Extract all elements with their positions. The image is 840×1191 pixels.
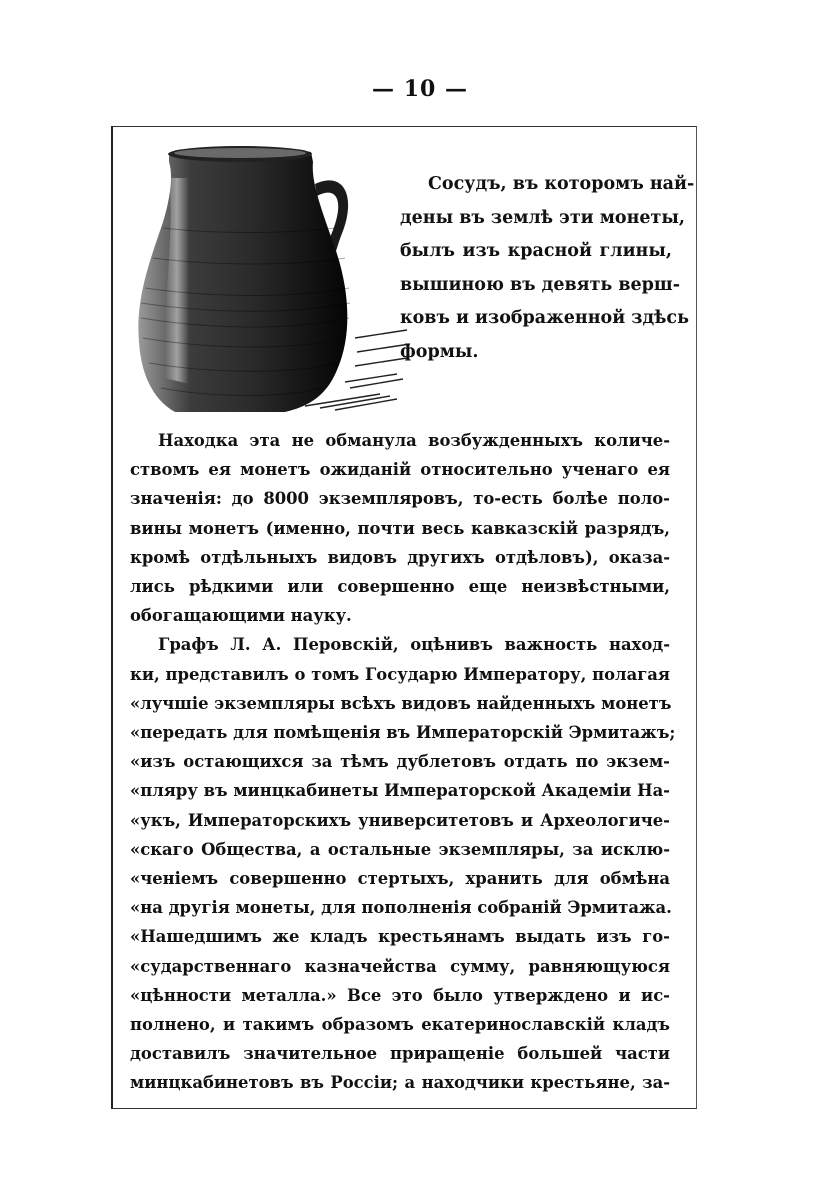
text-line: обогащающими науку. bbox=[130, 606, 352, 626]
text-line: «скаго Общества, а остальные экземпляры, за исклю- bbox=[130, 839, 670, 859]
main-text bbox=[130, 426, 676, 1098]
text-line: «сударственнаго казначейства сумму, равняющуюся bbox=[130, 956, 670, 976]
text-line: полнено, и такимъ образомъ екатеринославскій кладъ bbox=[130, 1015, 670, 1035]
text-line: значенія: до 8000 экземпляровъ, то-есть болѣе поло- bbox=[130, 489, 670, 509]
text-line: «лучшіе экземпляры всѣхъ видовъ найденныхъ монетъ bbox=[130, 693, 672, 713]
text-line: доставилъ значительное приращеніе большей части bbox=[130, 1044, 670, 1064]
paragraph-perovsky bbox=[130, 630, 676, 1097]
text-line: «передать для помѣщенія въ Императорскій Эрмитажъ; bbox=[130, 723, 676, 743]
jug-caption bbox=[400, 168, 695, 369]
text-line: ствомъ ея монетъ ожиданій относительно ученаго ея bbox=[130, 460, 670, 480]
caption-line: Сосудъ, въ которомъ най- bbox=[428, 174, 695, 194]
caption-line: формы. bbox=[400, 341, 479, 362]
caption-line: вышиною въ девять верш- bbox=[400, 274, 680, 295]
jug-illustration bbox=[135, 138, 415, 420]
caption-line: дены въ землѣ эти монеты, bbox=[400, 207, 686, 228]
text-line: «цѣнности металла.» Все это было утверждено и ис- bbox=[130, 985, 670, 1005]
text-line: «на другія монеты, для пополненія собраній Эрмитажа. bbox=[130, 898, 672, 918]
text-line: «укъ, Императорскихъ университетовъ и Археологиче- bbox=[130, 810, 670, 830]
text-line: «изъ остающихся за тѣмъ дублетовъ отдать по экзем- bbox=[130, 752, 670, 772]
text-line: Находка эта не обманула возбужденныхъ количе- bbox=[158, 431, 670, 450]
text-line: ки, представилъ о томъ Государю Императору, полагая bbox=[130, 664, 670, 684]
caption-line: былъ изъ красной глины, bbox=[400, 241, 672, 261]
text-line: кромѣ отдѣльныхъ видовъ другихъ отдѣловъ), оказа- bbox=[130, 547, 670, 567]
text-line: лись рѣдкими или совершенно еще неизвѣстными, bbox=[130, 577, 670, 597]
text-line: Графъ Л. А. Перовскій, оцѣнивъ важность наход- bbox=[158, 635, 670, 655]
page-number: — 10 — bbox=[372, 76, 468, 102]
paragraph-find bbox=[130, 426, 670, 630]
text-line: «пляру въ минцкабинеты Императорской Академіи На- bbox=[130, 781, 670, 801]
text-line: «Нашедшимъ же кладъ крестьянамъ выдать изъ го- bbox=[130, 927, 670, 947]
text-line: минцкабинетовъ въ Россіи; а находчики крестьяне, за- bbox=[130, 1073, 670, 1093]
caption-line: ковъ и изображенной здѣсь bbox=[400, 308, 689, 328]
text-line: вины монетъ (именно, почти весь кавказскій разрядъ, bbox=[130, 518, 670, 538]
text-line: «ченіемъ совершенно стертыхъ, хранить для обмѣна bbox=[130, 869, 670, 889]
